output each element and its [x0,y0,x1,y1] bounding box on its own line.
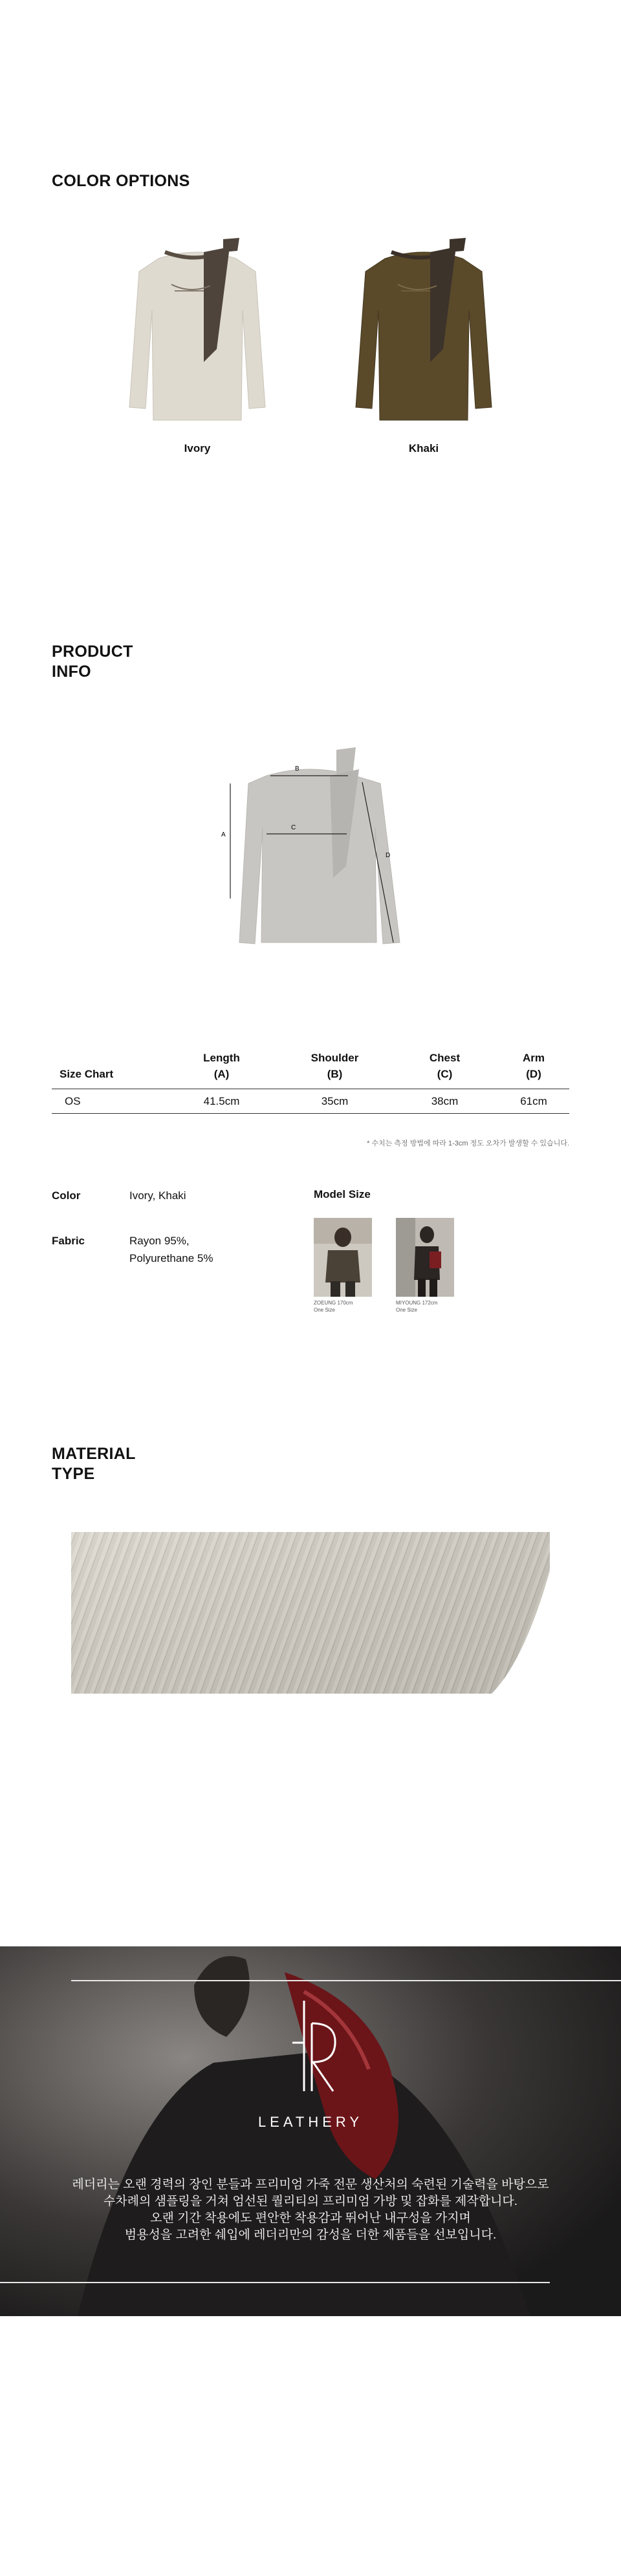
model-photo-1 [314,1218,372,1297]
brand-logo-text: LEATHERY [257,2114,364,2130]
model-caption-1: ZOEUNG 170cm One Size [314,1300,353,1313]
brand-description-line1: 레더리는 오랜 경력의 장인 분들과 프리미엄 가죽 전문 생산처의 숙련된 기술력을 바탕으로 [72,2178,549,2191]
brand-description-line2: 수차례의 샘플링을 거쳐 엄선된 퀄리티의 프리미엄 가방 및 잡화를 제작합니다. [103,2195,518,2208]
model-size-title: Model Size [314,1188,371,1200]
fabric-value-line1: Rayon 95%, [129,1235,190,1247]
length-cell: 41.5cm [203,1094,240,1107]
color-option-label-khaki: Khaki [408,442,439,454]
shoulder-cell: 35cm [321,1094,349,1107]
size-chart-table [52,1050,569,1114]
dimension-label-a: A [221,831,226,838]
fabric-label: Fabric [52,1235,85,1247]
product-info-title-line1: PRODUCT [52,643,133,661]
size-chart-header: Size Chart [60,1068,114,1080]
fabric-texture-image [71,1532,550,1694]
color-label: Color [52,1189,81,1202]
color-options-title: COLOR OPTIONS [52,172,190,190]
color-option-khaki [353,233,495,524]
arm-header: Arm (D) [522,1052,545,1080]
shoulder-header: Shoulder (B) [310,1052,359,1080]
banner-top-line [71,1980,621,1981]
brand-description-line4: 범용성을 고려한 쉐입에 레더리만의 감성을 더한 제품들을 선보입니다. [124,2228,497,2242]
product-info-title [52,642,133,682]
size-cell: OS [65,1094,81,1107]
material-title-line2: TYPE [52,1465,95,1483]
arm-cell: 61cm [520,1094,547,1107]
khaki-top-image [353,233,495,433]
color-value: Ivory, Khaki [129,1189,186,1202]
table-row [52,1089,569,1114]
ivory-top-image [126,233,268,433]
product-info-title-line2: INFO [52,663,91,681]
length-header: Length (A) [203,1052,240,1080]
material-title-line1: MATERIAL [52,1445,136,1463]
dimension-label-d: D [386,852,391,859]
dimension-label-c: C [291,824,296,831]
fabric-value [129,1232,259,1267]
measurement-diagram [220,737,401,960]
color-option-label-ivory: Ivory [184,442,211,454]
size-note: * 수치는 측정 방법에 따라 1-3cm 정도 오차가 발생할 수 있습니다. [367,1140,569,1147]
material-type-title [52,1444,136,1484]
chest-cell: 38cm [431,1094,459,1107]
model-photo-2 [396,1218,454,1297]
model-caption-2: MIYOUNG 172cm One Size [396,1300,438,1313]
brand-logo-mark [278,1997,343,2094]
chest-header: Chest (C) [429,1052,461,1080]
dimension-label-b: B [295,765,300,772]
brand-description-line3: 오랜 기간 착용에도 편안한 착용감과 뛰어난 내구성을 가지며 [150,2211,471,2225]
color-option-ivory [126,233,268,524]
fabric-value-line2: Polyurethane 5% [129,1252,213,1264]
size-chart-header-row [52,1050,569,1089]
banner-bottom-line [0,2282,550,2283]
